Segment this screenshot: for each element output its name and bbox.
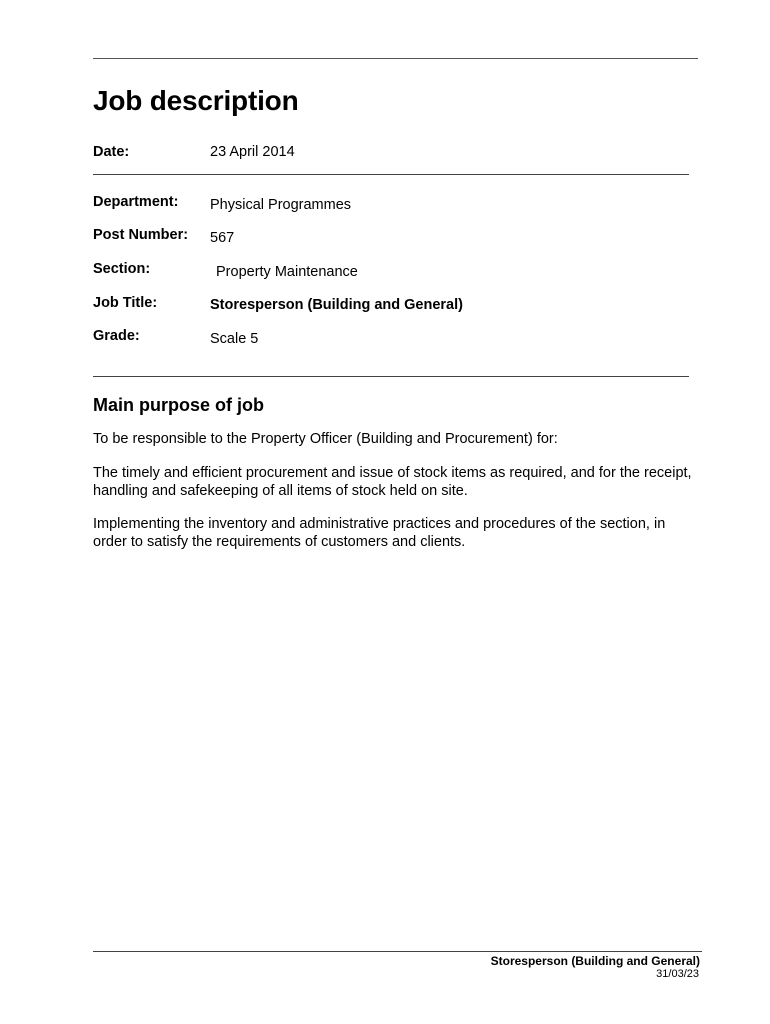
- purpose-paragraph: The timely and efficient procurement and issue of stock items as required, and for the receipt, handling and safekeeping of all items of stock held on site.: [93, 465, 692, 499]
- divider: [93, 376, 689, 377]
- department-value: Physical Programmes: [210, 197, 352, 213]
- post-number-label: Post Number:: [93, 227, 189, 243]
- grade-value: Scale 5: [210, 331, 259, 347]
- purpose-paragraph: To be responsible to the Property Officer (Building and Procurement) for:: [93, 431, 558, 447]
- purpose-paragraph: Implementing the inventory and administrative practices and procedures of the section, in order to satisfy the requirements of customers and clients.: [93, 516, 666, 550]
- footer-title: Storesperson (Building and General): [490, 954, 700, 968]
- divider: [93, 174, 689, 175]
- section-value: Property Maintenance: [216, 264, 358, 280]
- job-title-label: Job Title:: [93, 295, 158, 311]
- date-label: Date:: [93, 144, 130, 160]
- footer-rule: [93, 951, 702, 952]
- main-purpose-heading: Main purpose of job: [93, 395, 264, 415]
- page-title: Job description: [93, 85, 299, 116]
- header-rule: [93, 58, 698, 59]
- date-value: 23 April 2014: [210, 144, 295, 160]
- department-label: Department:: [93, 194, 179, 210]
- section-label: Section:: [93, 261, 151, 277]
- post-number-value: 567: [210, 230, 235, 246]
- footer-date: 31/03/23: [656, 968, 699, 980]
- grade-label: Grade:: [93, 328, 140, 344]
- job-title-value: Storesperson (Building and General): [210, 297, 463, 313]
